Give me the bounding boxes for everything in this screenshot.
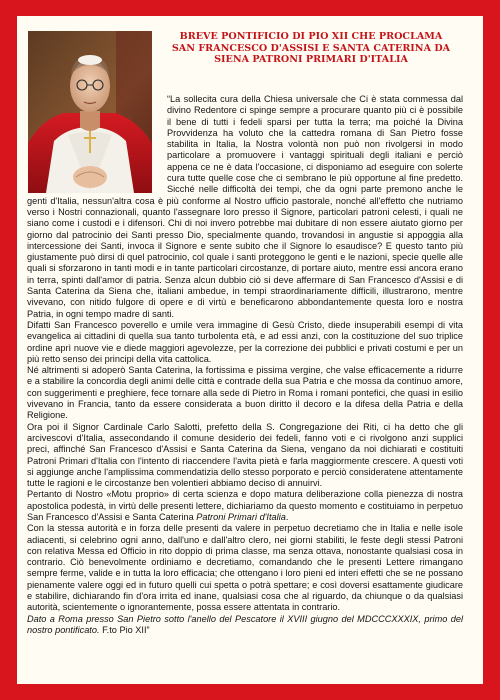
paragraph-dating <box>27 614 463 637</box>
portrait-wrap-spacer <box>27 94 167 192</box>
paragraph-san-francesco: Difatti San Francesco poverello e umile vera immagine di Gesù Cristo, diede insuperabili esempi di vita evangelica ai cittadini di quella sua tanto turbolenta età, e ad essi anzi, con la costituzione del suo triplice ordine aprì nuove vie e diede maggiori agevolezze, per la correzione dei pubblici e privati costumi e per un più retto senso dei principi della vita cattolica. <box>27 319 463 364</box>
dating-text: Dato a Roma presso San Pietro sotto l'anello del Pescatore il XVIII giugno del MDCCCXXXIX, primo del nostro pontificato. <box>27 613 463 635</box>
paragraph-santa-caterina: Né altrimenti si adoperò Santa Caterina, la fortissima e pissima vergine, che valse efficacemente a ridurre e a stabilire la concordia degli animi delle città e contrade della sua Patria e che mossa da continuo amore, con suggerimenti e preghiere, fece tornare alla sede di Pietro in Roma i romani pontefici, che quasi in esilio vivevano in Francia, tanto da essere considerata a buon diritto il decoro e la difesa della Patria e della Religione. <box>27 365 463 421</box>
motu-proprio-end: . <box>285 511 289 522</box>
title-line-1: BREVE PONTIFICIO DI PIO XII CHE PROCLAMA <box>179 31 443 42</box>
paragraph-motu-proprio <box>27 489 463 523</box>
document-card <box>17 16 483 684</box>
document-body <box>27 94 463 636</box>
paragraph-decree: Con la stessa autorità e in forza delle presenti da valere in perpetuo decretiamo che in Italia e nelle isole adiacenti, si celebrino ogni anno, dall'uno e dall'altro clero, nei giorni stabiliti, le feste degli stessi Patroni con relativa Messa ed Officio in rito doppio di prima classe, ma senza ottava, nonostante qualsiasi cosa in contrario. Ciò benevolmente ordiniamo e decretiamo, comandando che le presenti Lettere rimangano sempre ferme, valide e in tutta la loro efficacia; che ottengano i loro pieni ed interi effetti che se ne possano pienamente valere oggi ed in futuro quelli cui spetta o potrà spettare; e così doversi esattamente giudicare e stabilire, dichiarando fin d'ora irrita ed inane, qualsiasi cosa che al riguardo, da chiunque o da qualsiasi autorità, scientemente o ignorantemente, possa essere attentata in contrario. <box>27 523 463 613</box>
signature-text: F.to Pio XII” <box>99 624 150 635</box>
title-line-2: SAN FRANCESCO D'ASSISI E SANTA CATERINA DA <box>171 42 451 54</box>
patroni-primari-emphasis: Patroni Primari d'Italia <box>196 511 286 522</box>
title-line-3: SIENA PATRONI PRIMARI D'ITALIA <box>214 54 408 66</box>
document-title <box>159 31 463 66</box>
paragraph-intro: “La sollecita cura della Chiesa universale che Ci è stata commessa dal divino Redentore ci spinge sempre a procurare quanto più ci è possibile il bene di tutti i fedeli sparsi per tutta la terra; ma poiché la Divina Provvidenza ha voluto che la cattedra romana di San Pietro fosse stabilita in Italia, la Nostra volontà non può non rivolgersi in modo particolare a promuovere i vantaggi spirituali degli italiani e perciò appena ce ne è data l'occasione, ci disponiamo ad eseguire con solerte cura tutte quelle cose che ci sembrano le più opportune al fine predetto. Sicché nelle difficoltà dei tempi, che da ogni parte premono anche le genti d'Italia, nessun'altra cosa è più conforme al Nostro ufficio pastorale, nonché all'effetto che nutriamo verso i Nostri connazionali, quanto l'assegnare loro presso il Signore, particolari patroni celesti, i quali ne siano come i custodi e i difensori. Chi di noi invero potrebbe mai dubitare di non essere aiutato giorno per giorno dal patrocinio dei Santi presso Dio, specialmente quando, trovandosi in angustie si appoggia alla intercessione dei Santi, invoca il Signore e sente subito che il Signore lo esaudisce? E questo tanto più giustamente può dirsi di quel patrocinio, col quale i santi proteggono le genti e le nazioni, specie quelle alle quali si sforzarono in tanti modi e in tante particolari circostanze, di portare aiuto, mentre essi ancora erano in terra, spinti dall'amor di patria. Senza alcun dubbio ciò si deve affermare di San Francesco d'Assisi e di Santa Caterina da Siena che, italiani ambedue, in tempi straordinariamente difficili, illustrarono, mentre vivevano, con nitido fulgore di opere e di virtù e beneficarono abbondantemente questa loro e nostra Patria, in ogni tempo madre di santi. <box>27 94 463 319</box>
motu-proprio-text: Pertanto di Nostro «Motu proprio» di certa scienza e dopo matura deliberazione colla pienezza di nostra apostolica podestà, in virtù delle presenti lettere, dichiariamo da questo momento e costituiamo in perpetuo San Francesco d'Assisi e Santa Caterina <box>27 489 463 522</box>
paragraph-cardinale-salotti: Ora poi il Signor Cardinale Carlo Salotti, prefetto della S. Congregazione dei Riti, ci ha detto che gli arcivescovi d'Italia, assecondando il comune desiderio dei fedeli, fanno voti e ci rivolgono anzi supplici preci, affinché San Francesco d'Assisi e Santa Caterina da Siena, vengano da noi dichiarati e costituiti Patroni Primari d'Italia con l'intento di riaccendere l'avita pietà e farla maggiormente crescere. A questi voti si aggiunge anche l'amplissima commendatizia dello stesso porporato e perciò consideratene attentamente tutte le ragioni e le circostanze ben volentieri abbiamo deciso di annuirvi. <box>27 421 463 489</box>
